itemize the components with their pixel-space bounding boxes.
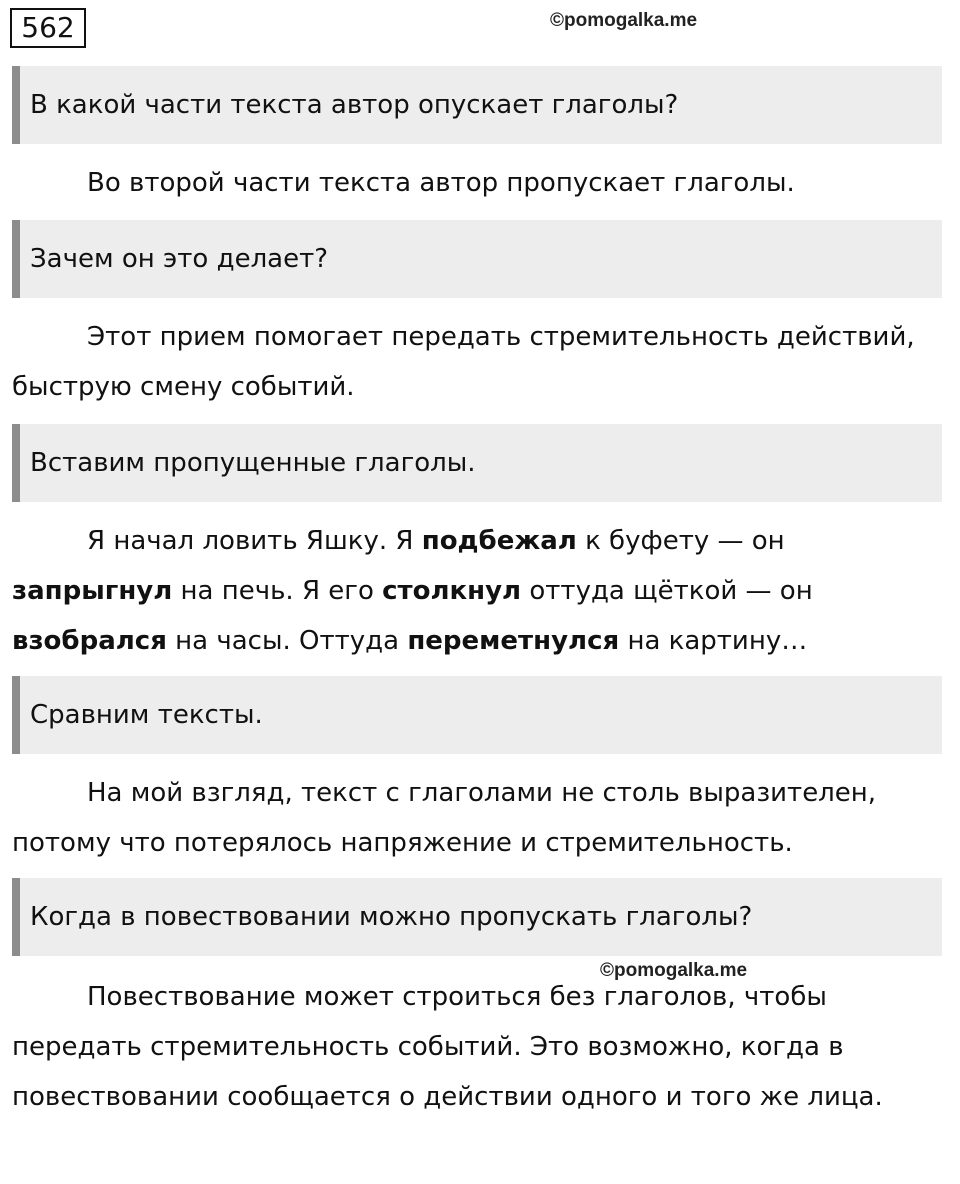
verb-vzobralsya: взобрался xyxy=(12,626,167,656)
answer-3-text: оттуда щёткой — он xyxy=(521,576,813,606)
exercise-number: 562 xyxy=(10,8,86,48)
answer-5 xyxy=(12,972,952,1122)
answer-3-text: на печь. Я его xyxy=(172,576,383,606)
question-2: Зачем он это делает? xyxy=(12,220,942,298)
verb-peremetnulsya: переметнулся xyxy=(407,626,620,656)
answer-2-text: Этот прием помогает передать стремительность действий, быструю смену событий. xyxy=(12,322,915,402)
watermark-middle: ©pomogalka.me xyxy=(600,960,748,981)
answer-1 xyxy=(12,158,952,208)
answer-3-text: Я начал ловить Яшку. Я xyxy=(87,526,422,556)
question-4: Сравним тексты. xyxy=(12,676,942,754)
answer-2 xyxy=(12,312,952,412)
watermark-top: ©pomogalka.me xyxy=(550,10,698,31)
answer-4 xyxy=(12,768,952,868)
answer-5-text: Повествование может строиться без глаголов, чтобы передать стремительность событий. Это возможно, когда в повествовании сообщается о действии одного и того же лица. xyxy=(12,982,883,1112)
answer-3-text: на картину… xyxy=(619,626,808,656)
answer-3-text: на часы. Оттуда xyxy=(166,626,408,656)
answer-4-text: На мой взгляд, текст с глаголами не столь выразителен, потому что потерялось напряжение и стремительность. xyxy=(12,778,877,858)
verb-zaprygnul: запрыгнул xyxy=(12,576,173,606)
question-3: Вставим пропущенные глаголы. xyxy=(12,424,942,502)
verb-podbezhal: подбежал xyxy=(421,526,577,556)
question-1: В какой части текста автор опускает глаголы? xyxy=(12,66,942,144)
verb-stolknul: столкнул xyxy=(382,576,522,606)
question-5: Когда в повествовании можно пропускать глаголы? xyxy=(12,878,942,956)
answer-3 xyxy=(12,516,952,666)
answer-3-text: к буфету — он xyxy=(576,526,785,556)
answer-1-text: Во второй части текста автор пропускает глаголы. xyxy=(87,168,795,198)
